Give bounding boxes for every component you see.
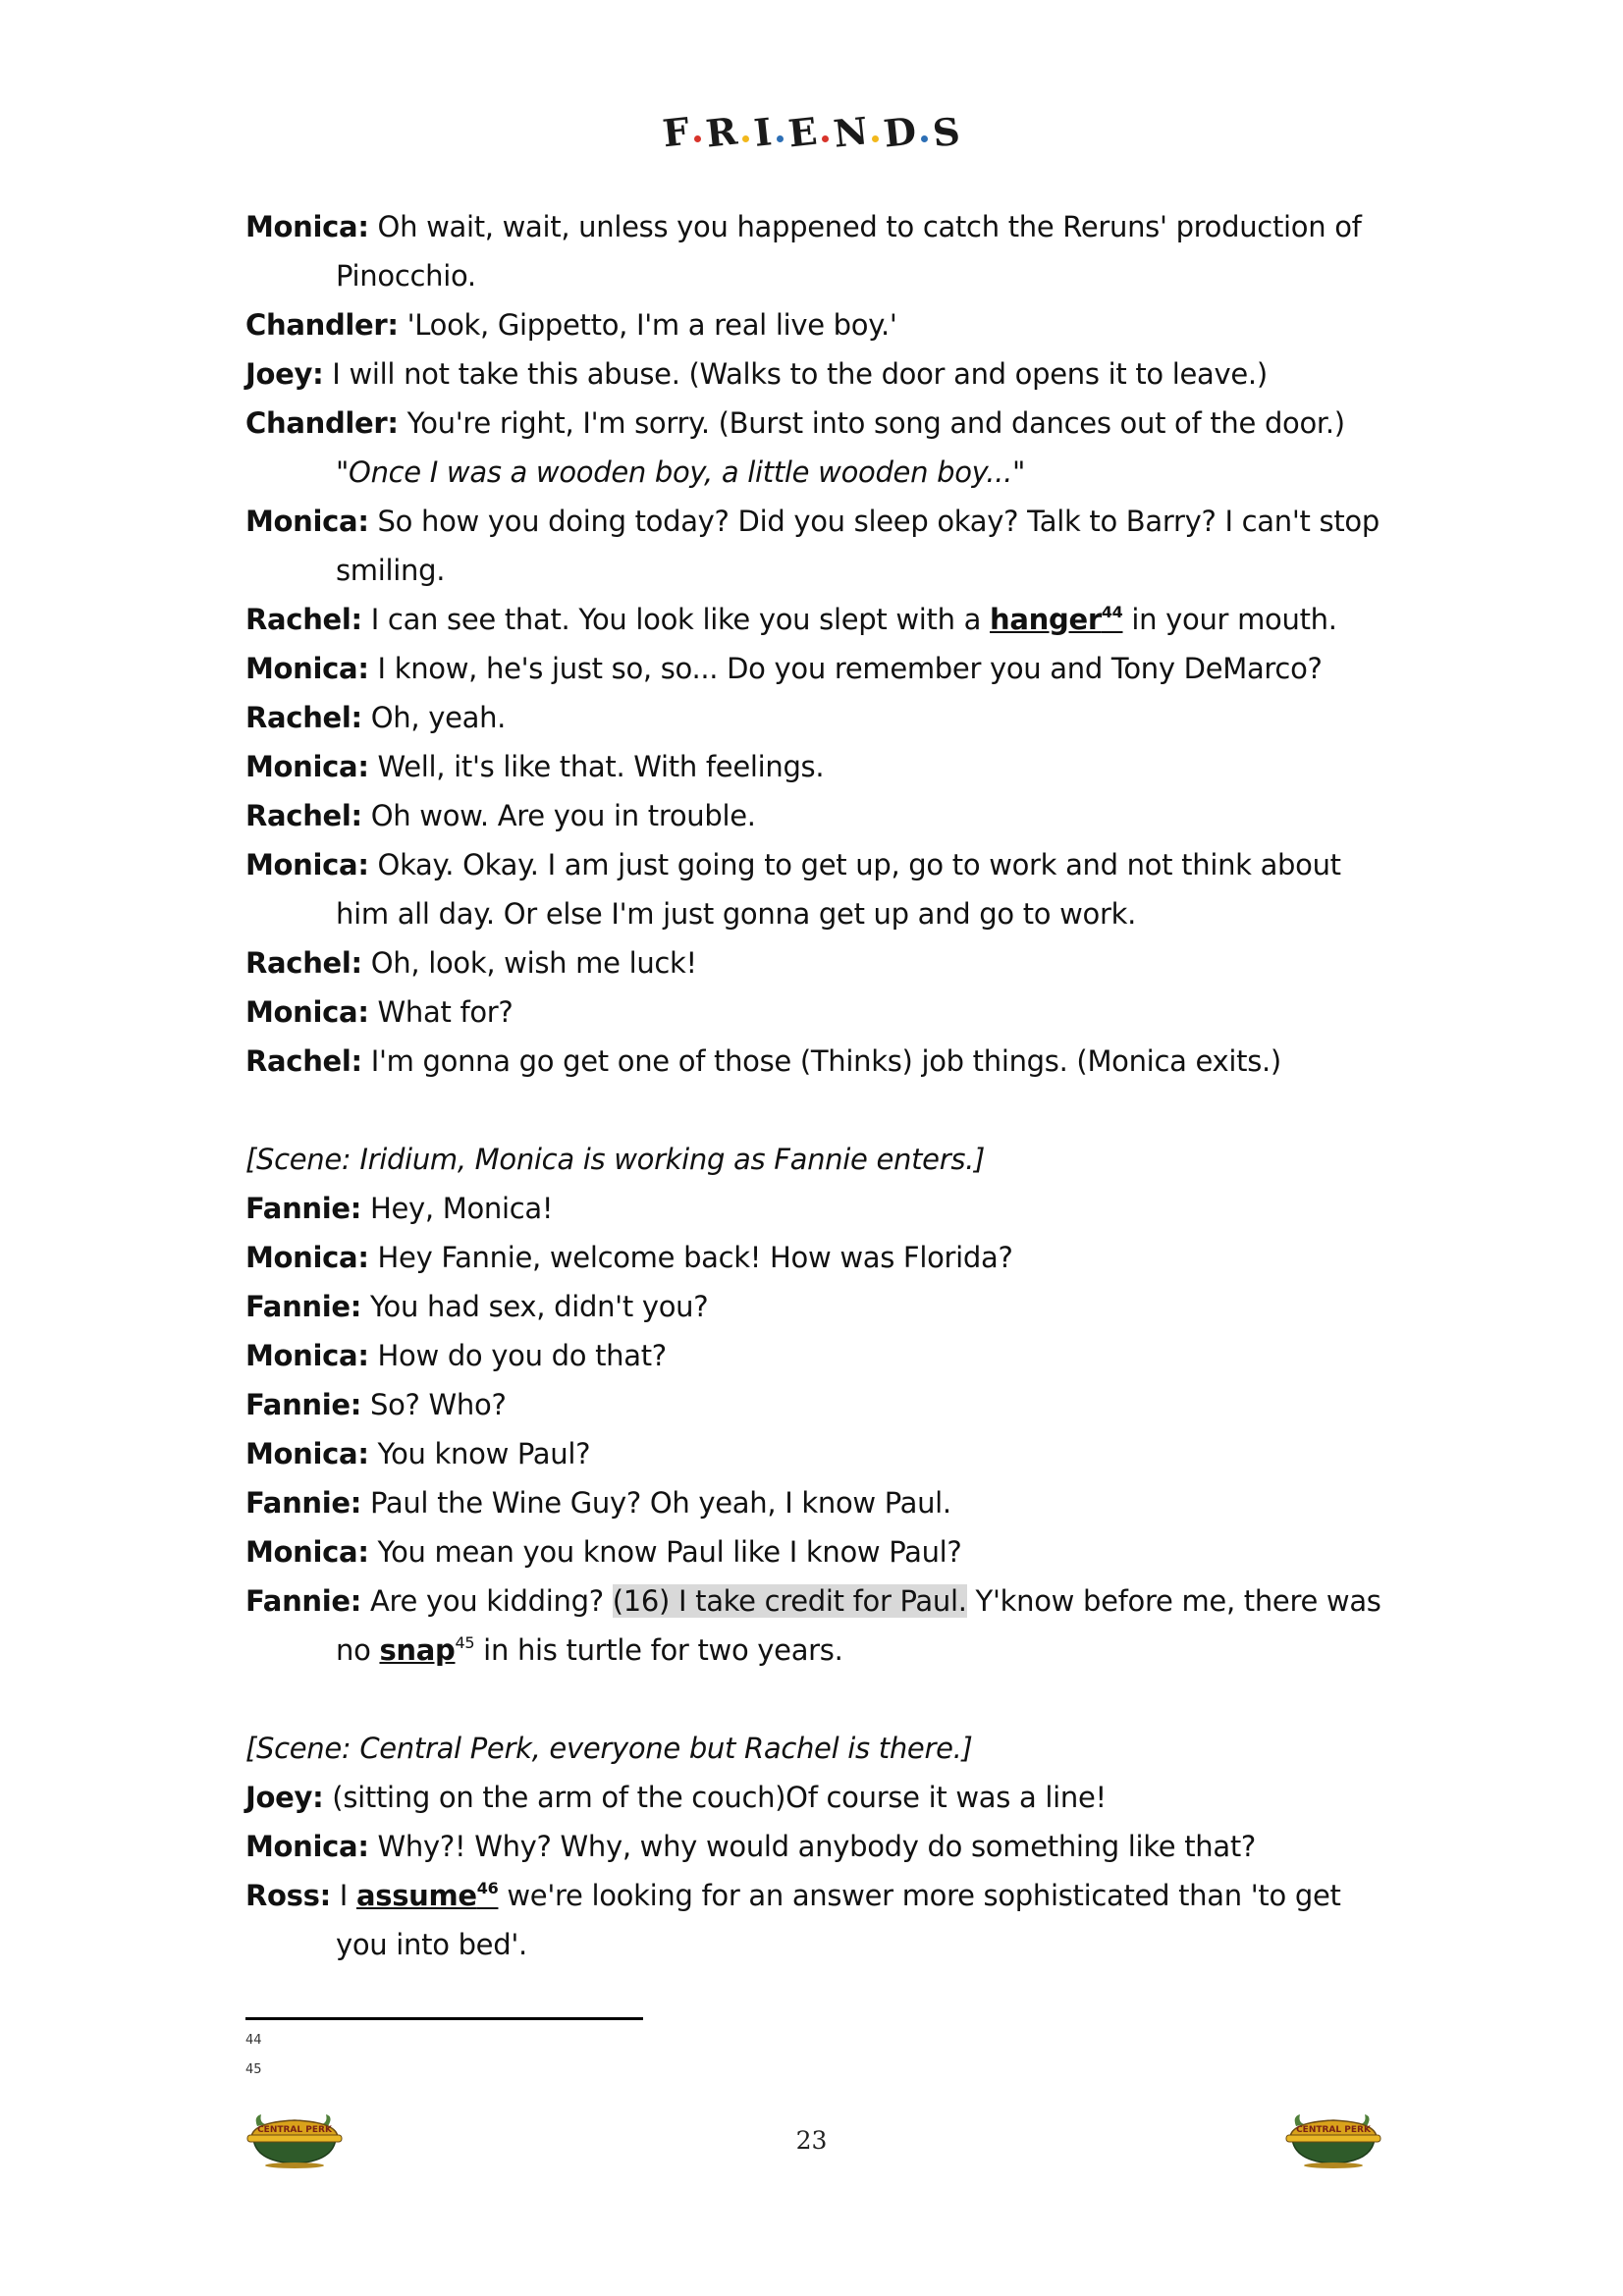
dialogue-text: So how you doing today? Did you sleep okay? Talk to Barry? I can't stop smiling.	[336, 505, 1380, 587]
speaker-name: Monica:	[245, 1535, 369, 1569]
dialogue-text: in your mouth.	[1122, 603, 1337, 636]
dialogue-line	[245, 1037, 1394, 1086]
logo-left-text: CENTRAL PERK	[257, 2125, 332, 2135]
dialogue-line	[245, 791, 1394, 840]
dialogue-line	[245, 497, 1394, 595]
dialogue-text: You had sex, didn't you?	[361, 1290, 709, 1323]
speaker-name: Ross:	[245, 1879, 331, 1912]
dialogue-line	[245, 300, 1394, 349]
speaker-name: Rachel:	[245, 799, 362, 832]
blank-line	[245, 1086, 1394, 1135]
footnote-reference	[356, 1879, 499, 1912]
dialogue-text: we're looking for an answer more sophisticated than 'to get you into bed'.	[336, 1879, 1341, 1961]
logo-dot	[822, 135, 829, 142]
logo-letter: F	[660, 108, 692, 156]
logo-dot	[921, 135, 928, 142]
footnote-45: 45	[245, 2062, 262, 2077]
song-lyric: Once I was a wooden boy, a little wooden boy...	[349, 455, 1013, 489]
dialogue-text: You're right, I'm sorry. (Burst into song and dances out of the door.)	[398, 406, 1345, 440]
scene-text: [Scene: Iridium, Monica is working as Fannie enters.]	[245, 1143, 986, 1176]
dialogue-line	[245, 1331, 1394, 1380]
dialogue-text: Y'know before me, there was no	[336, 1584, 1381, 1667]
dialogue-line	[245, 1576, 1394, 1675]
speaker-name: Rachel:	[245, 1044, 362, 1078]
blank-line	[245, 1675, 1394, 1724]
highlighted-text: (16) I take credit for Paul.	[612, 1584, 967, 1618]
dialogue-line	[245, 1773, 1394, 1822]
footnote-marker: 45	[455, 1633, 475, 1652]
footnote-reference	[990, 603, 1122, 636]
dialogue-text: So? Who?	[361, 1388, 507, 1421]
central-perk-logo-right	[1282, 2109, 1384, 2169]
speaker-name: Monica:	[245, 1437, 369, 1470]
speaker-name: Monica:	[245, 750, 369, 783]
dialogue-text: Hey, Monica!	[361, 1192, 554, 1225]
dialogue-line	[245, 1527, 1394, 1576]
dialogue-line	[245, 988, 1394, 1037]
logo-letter: E	[785, 108, 819, 156]
quote-mark: "	[336, 455, 350, 489]
speaker-name: Chandler:	[245, 308, 399, 342]
footnote-marker: 44	[1101, 603, 1123, 621]
scene-direction	[245, 1724, 1394, 1773]
logo-letter: S	[931, 108, 963, 156]
dialogue-text: What for?	[368, 995, 514, 1029]
speaker-name: Joey:	[245, 1781, 324, 1814]
dialogue-line	[245, 399, 1394, 497]
speaker-name: Fannie:	[245, 1388, 362, 1421]
speaker-name: Monica:	[245, 1339, 369, 1372]
logo-letter: N	[831, 108, 870, 156]
dialogue-text: Oh, look, wish me luck!	[361, 946, 697, 980]
logo-dot	[742, 135, 749, 142]
quote-mark: "	[1012, 455, 1026, 489]
dialogue-text: Okay. Okay. I am just going to get up, go to work and not think about him all day. Or else I'm just gonna get up and go to work.	[336, 848, 1341, 931]
dialogue-text: I can see that. You look like you slept with a	[361, 603, 991, 636]
central-perk-logo-left	[243, 2109, 346, 2169]
dialogue-text: You know Paul?	[368, 1437, 591, 1470]
footnote-word: assume	[355, 1879, 477, 1912]
dialogue-text: I know, he's just so, so... Do you remember you and Tony DeMarco?	[368, 652, 1323, 685]
dialogue-line	[245, 1282, 1394, 1331]
speaker-name: Monica:	[245, 505, 369, 538]
speaker-name: Monica:	[245, 210, 369, 243]
dialogue-text: Oh wait, wait, unless you happened to catch the Reruns' production of Pinocchio.	[336, 210, 1362, 293]
speaker-name: Fannie:	[245, 1192, 362, 1225]
speaker-name: Fannie:	[245, 1584, 362, 1618]
logo-letter: D	[882, 108, 919, 156]
speaker-name: Monica:	[245, 995, 369, 1029]
dialogue-line	[245, 1233, 1394, 1282]
dialogue-text: Are you kidding?	[361, 1584, 613, 1618]
speaker-name: Joey:	[245, 357, 324, 391]
speaker-name: Fannie:	[245, 1486, 362, 1520]
friends-logo	[660, 108, 963, 156]
dialogue-line	[245, 1478, 1394, 1527]
dialogue-line	[245, 349, 1394, 399]
dialogue-line	[245, 742, 1394, 791]
logo-dot	[694, 135, 701, 142]
dialogue-text: Hey Fannie, welcome back! How was Florida?	[368, 1241, 1013, 1274]
dialogue-text: Why?! Why? Why, why would anybody do something like that?	[368, 1830, 1256, 1863]
dialogue-text: Oh, yeah.	[361, 701, 507, 734]
dialogue-text: How do you do that?	[368, 1339, 667, 1372]
dialogue-line	[245, 1871, 1394, 1969]
dialogue-line	[245, 938, 1394, 988]
speaker-name: Monica:	[245, 652, 369, 685]
logo-dot	[777, 135, 784, 142]
scene-direction	[245, 1135, 1394, 1184]
footnote-separator	[245, 2017, 643, 2020]
dialogue-text: I	[330, 1879, 356, 1912]
footnote-word: hanger	[990, 603, 1102, 636]
dialogue-line	[245, 1380, 1394, 1429]
speaker-name: Rachel:	[245, 946, 362, 980]
dialogue-line	[245, 693, 1394, 742]
logo-dot	[872, 135, 879, 142]
logo-letter: I	[751, 109, 774, 155]
dialogue-line	[245, 1184, 1394, 1233]
dialogue-text: in his turtle for two years.	[474, 1633, 843, 1667]
speaker-name: Monica:	[245, 848, 369, 881]
dialogue-line	[245, 202, 1394, 300]
dialogue-line	[245, 595, 1394, 644]
dialogue-text: I'm gonna go get one of those (Thinks) job things. (Monica exits.)	[361, 1044, 1281, 1078]
logo-letter: R	[703, 108, 740, 156]
dialogue-text: (sitting on the arm of the couch)Of course it was a line!	[323, 1781, 1107, 1814]
dialogue-text: Well, it's like that. With feelings.	[368, 750, 825, 783]
speaker-name: Monica:	[245, 1830, 369, 1863]
dialogue-text: Paul the Wine Guy? Oh yeah, I know Paul.	[361, 1486, 951, 1520]
footnote-44: 44	[245, 2033, 262, 2048]
speaker-name: Chandler:	[245, 406, 399, 440]
logo-right-text: CENTRAL PERK	[1296, 2125, 1371, 2135]
speaker-name: Rachel:	[245, 603, 362, 636]
footnote-word: snap	[379, 1633, 456, 1667]
dialogue-text: 'Look, Gippetto, I'm a real live boy.'	[398, 308, 897, 342]
speaker-name: Monica:	[245, 1241, 369, 1274]
script-body	[245, 202, 1394, 1969]
dialogue-line	[245, 840, 1394, 938]
dialogue-line	[245, 1822, 1394, 1871]
dialogue-text: Oh wow. Are you in trouble.	[361, 799, 756, 832]
page-header	[0, 110, 1623, 154]
dialogue-line	[245, 1429, 1394, 1478]
dialogue-line	[245, 644, 1394, 693]
speaker-name: Rachel:	[245, 701, 362, 734]
footnote-marker: 46	[476, 1879, 499, 1897]
page-number: 23	[795, 2126, 828, 2155]
scene-text: [Scene: Central Perk, everyone but Rachel is there.]	[245, 1732, 973, 1765]
footnote-reference	[379, 1633, 455, 1667]
dialogue-text: I will not take this abuse. (Walks to the door and opens it to leave.)	[323, 357, 1268, 391]
speaker-name: Fannie:	[245, 1290, 362, 1323]
dialogue-text: You mean you know Paul like I know Paul?	[368, 1535, 962, 1569]
